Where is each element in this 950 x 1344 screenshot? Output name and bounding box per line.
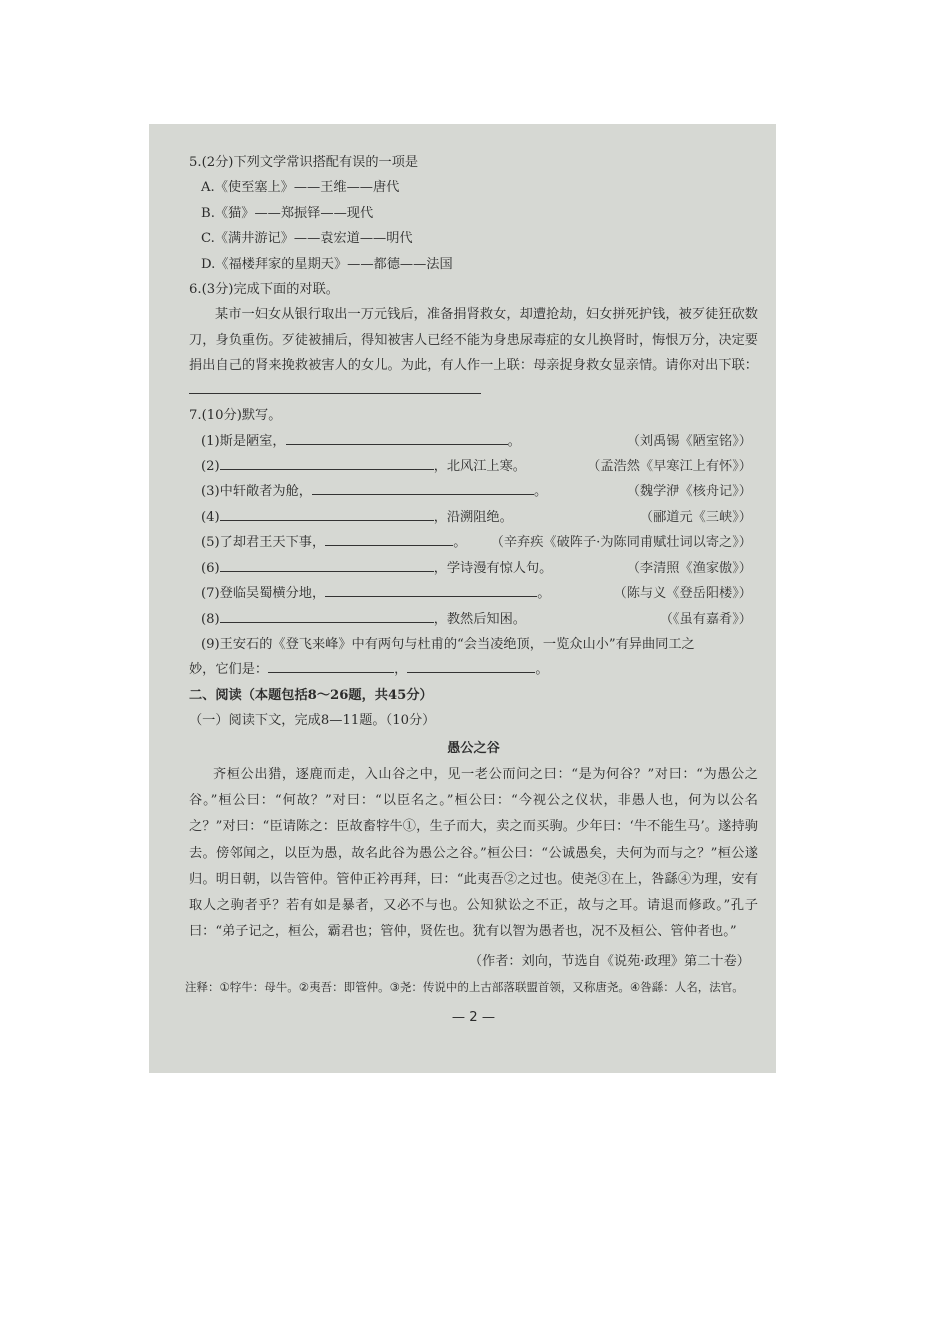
q6-paragraph bbox=[189, 302, 758, 403]
q7-4-pre: (4) bbox=[201, 509, 220, 525]
q7-item-9-line2 bbox=[189, 657, 758, 682]
q7-item-9-line1: (9)王安石的《登飞来峰》中有两句与杜甫的“会当凌绝顶，一览众山小”有异曲同工之 bbox=[201, 636, 695, 652]
q7-3-blank[interactable] bbox=[312, 480, 534, 495]
passage-body: 齐桓公出猎，逐鹿而走，入山谷之中，见一老公而问之曰：“是为何谷？”对曰：“为愚公之谷。”桓公曰：“何故？”对曰：“以臣名之。”桓公曰：“今视公之仪状，非愚人也，何为以公名之？”对曰：“臣请陈之：臣故畜牸牛①，生子而大，卖之而买驹。少年曰：‘牛不能生马’。遂持驹去。傍邻闻之，以臣为愚，故名此谷为愚公之谷。”桓公曰：“公诚愚矣，夫何为而与之？”桓公遂归。明日朝，以告管仲。管仲正衿再拜，曰：“此夷吾②之过也。使尧③在上，咎繇④为理，安有取人之驹者乎？若有如是暴者，又必不与也。公知狱讼之不正，故与之耳。请退而修政。”孔子曰：“弟子记之，桓公，霸君也；管仲，贤佐也。犹有以智为愚者也，况不及桓公、管仲者也。” bbox=[189, 766, 758, 940]
q5-option-a: A.《使至塞上》——王维——唐代 bbox=[201, 180, 400, 196]
q7-4-post: ，沿溯阻绝。 bbox=[433, 509, 513, 525]
q7-8-pre: (8) bbox=[201, 611, 220, 627]
q7-9-blank-1[interactable] bbox=[268, 658, 394, 673]
q5-option-c: C.《满井游记》——袁宏道——明代 bbox=[201, 231, 413, 247]
passage-author: （作者：刘向，节选自《说苑·政理》第二十卷） bbox=[468, 954, 750, 970]
q7-8-blank[interactable] bbox=[220, 608, 434, 623]
q7-item-1 bbox=[189, 429, 758, 454]
q7-2-blank[interactable] bbox=[220, 455, 434, 470]
q7-7-pre: (7)登临吴蜀横分地， bbox=[201, 586, 326, 602]
q7-7-post: 。 bbox=[537, 586, 551, 602]
q7-3-pre: (3)中轩敞者为舱， bbox=[201, 484, 312, 500]
section-heading: 二、阅读（本题包括8～26题，共45分） bbox=[189, 687, 433, 703]
section-sub-heading: （一）阅读下文，完成8—11题。（10分） bbox=[189, 713, 436, 729]
q7-3-source: （魏学洢《核舟记》） bbox=[626, 484, 752, 500]
q7-item-8 bbox=[189, 607, 758, 632]
q7-2-source: （孟浩然《早寒江上有怀》） bbox=[587, 459, 752, 475]
page-number: — 2 — bbox=[451, 1009, 496, 1025]
q7-1-source: （刘禹锡《陋室铭》） bbox=[626, 433, 752, 449]
q7-item-6 bbox=[189, 556, 758, 581]
q7-9-pre: 妙，它们是： bbox=[189, 662, 269, 678]
q5-stem: 5.(2分)下列文学常识搭配有误的一项是 bbox=[189, 155, 419, 170]
q7-2-pre: (2) bbox=[201, 459, 220, 475]
q7-9-mid: ， bbox=[394, 662, 408, 678]
q7-1-post: 。 bbox=[507, 433, 521, 449]
q7-6-post: ，学诗漫有惊人句。 bbox=[433, 560, 553, 576]
q6-answer-blank[interactable] bbox=[189, 379, 481, 394]
q7-1-pre: (1)斯是陋室， bbox=[201, 433, 286, 449]
q7-item-3 bbox=[189, 479, 758, 504]
q7-5-source: （辛弃疾《破阵子·为陈同甫赋壮词以寄之》） bbox=[490, 535, 752, 551]
q7-6-blank[interactable] bbox=[220, 557, 434, 572]
passage-notes: 注释：①牸牛：母牛。②夷吾：即管仲。③尧：传说中的上古部落联盟首领，又称唐尧。④咎繇：人名，法官。 bbox=[185, 979, 744, 994]
q7-item-5 bbox=[189, 530, 758, 555]
q7-6-source: （李清照《渔家傲》） bbox=[626, 560, 752, 576]
q7-5-blank[interactable] bbox=[325, 531, 453, 546]
q7-4-blank[interactable] bbox=[220, 506, 434, 521]
q5-option-b: B.《猫》——郑振铎——现代 bbox=[201, 205, 374, 221]
q7-3-post: 。 bbox=[534, 484, 548, 500]
passage-title: 愚公之谷 bbox=[447, 740, 500, 756]
exam-page bbox=[149, 124, 776, 1073]
q7-5-post: 。 bbox=[453, 535, 467, 551]
q7-7-source: （陈与义《登岳阳楼》） bbox=[613, 586, 752, 602]
q7-4-source: （郦道元《三峡》） bbox=[639, 509, 752, 525]
q7-9-post: 。 bbox=[535, 662, 549, 678]
q7-item-2 bbox=[189, 454, 758, 479]
q7-7-blank[interactable] bbox=[325, 582, 537, 597]
q7-item-4 bbox=[189, 505, 758, 530]
q7-6-pre: (6) bbox=[201, 560, 220, 576]
q7-1-blank[interactable] bbox=[286, 430, 508, 445]
q5-option-d: D.《福楼拜家的星期天》——都德——法国 bbox=[201, 256, 453, 272]
q6-stem: 6.(3分)完成下面的对联。 bbox=[189, 282, 339, 298]
q7-8-source: （《虽有嘉肴》） bbox=[659, 611, 752, 627]
q6-text: 某市一妇女从银行取出一万元钱后，准备捐肾救女，却遭抢劫，妇女拼死护钱，被歹徒狂砍数刀，身负重伤。歹徒被捕后，得知被害人已经不能为身患尿毒症的女儿换肾时，悔恨万分，决定要捐出自己的肾来挽救被害人的女儿。为此，有人作一上联：母亲捉身救女显亲情。请你对出下联： bbox=[189, 307, 758, 373]
q7-9-blank-2[interactable] bbox=[407, 658, 535, 673]
q7-8-post: ，教然后知困。 bbox=[433, 611, 526, 627]
q7-item-7 bbox=[189, 581, 758, 606]
q7-5-pre: (5)了却君王天下事， bbox=[201, 535, 326, 551]
q7-2-post: ，北风江上寒。 bbox=[433, 459, 526, 475]
q7-stem: 7.(10分)默写。 bbox=[189, 408, 282, 424]
